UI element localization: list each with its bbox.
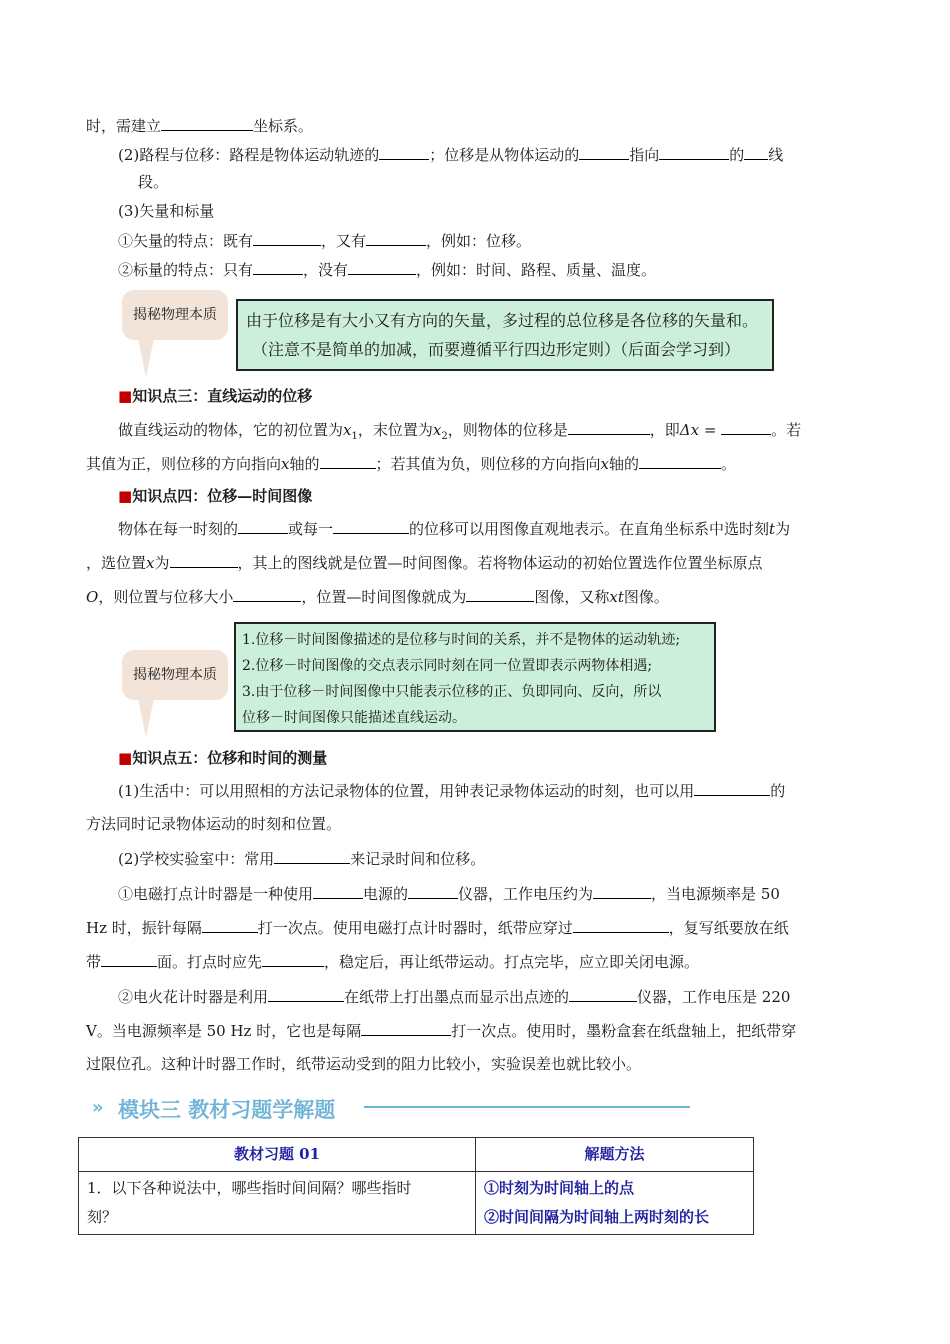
text-line: 过限位孔。这种计时器工作时，纸带运动受到的阻力比较小，实验误差也就比较小。 xyxy=(86,1055,642,1073)
text-line: 做直线运动的物体，它的初位置为$x_1$，末位置为$x_2$，则物体的位移是 ，即Δx = 。若 xyxy=(118,421,802,442)
callout-tag: 揭秘物理本质 xyxy=(122,290,228,340)
text-line: ②标量的特点：只有 ，没有 ，例如：时间、路程、质量、温度。 xyxy=(118,261,657,279)
blank xyxy=(202,917,258,933)
square-bullet-icon: ■ xyxy=(118,487,133,505)
insight-line: 位移－时间图像只能描述直线运动。 xyxy=(242,710,466,726)
insight-line: （注意不是简单的加减，而要遵循平行四边形定则）（后面会学习到） xyxy=(252,340,741,359)
blank xyxy=(466,586,534,602)
blank xyxy=(659,144,729,160)
blank xyxy=(573,917,669,933)
text-line: V。当电源频率是 50 Hz 时，它也是每隔 打一次点。使用时，墨粉盒套在纸盘轴上，把纸带穿 xyxy=(86,1022,797,1040)
exercise-table xyxy=(78,1137,754,1235)
callout-tag: 揭秘物理本质 xyxy=(122,650,228,700)
divider xyxy=(364,1106,690,1108)
double-chevron-icon: » xyxy=(92,1097,104,1118)
blank xyxy=(333,518,409,534)
text-line: 物体在每一时刻的 或每一 的位移可以用图像直观地表示。在直角坐标系中选时刻t为 xyxy=(118,520,791,538)
blank xyxy=(379,144,429,160)
table-row xyxy=(79,1138,754,1172)
blank xyxy=(253,230,321,246)
section-heading: ■知识点五：位移和时间的测量 xyxy=(118,749,328,767)
text-line: (2)学校实验室中：常用 来记录时间和位移。 xyxy=(118,850,486,868)
insight-line: 2.位移－时间图像的交点表示同时刻在同一位置即表示两物体相遇; xyxy=(242,658,653,674)
text-line: ①电磁打点计时器是一种使用 电源的 仪器，工作电压约为 ，当电源频率是 50 xyxy=(118,885,780,903)
text-line: (1)生活中：可以用照相的方法记录物体的位置，用钟表记录物体运动的时刻，也可以用 的 xyxy=(118,782,786,800)
method-item: ②时间间隔为时间轴上两时刻的长 xyxy=(484,1208,710,1226)
insight-line: 1.位移－时间图像描述的是位移与时间的关系，并不是物体的运动轨迹; xyxy=(242,632,681,648)
module-title: 模块三 教材习题学解题 xyxy=(118,1098,336,1122)
blank xyxy=(274,848,350,864)
callout-tail xyxy=(138,698,154,738)
blank xyxy=(101,951,157,967)
blank xyxy=(320,453,376,469)
blank xyxy=(170,552,238,568)
section-heading: ■知识点四：位移—时间图像 xyxy=(118,487,313,505)
blank xyxy=(238,518,288,534)
blank xyxy=(694,780,770,796)
text-line: Hz 时，振针每隔 打一次点。使用电磁打点计时器时，纸带应穿过 ，复写纸要放在纸 xyxy=(86,919,789,937)
blank xyxy=(361,1020,451,1036)
method-item: ①时刻为时间轴上的点 xyxy=(484,1179,635,1197)
text-line: ①矢量的特点：既有 ，又有 ，例如：位移。 xyxy=(118,232,532,250)
blank xyxy=(262,951,324,967)
blank xyxy=(313,883,363,899)
blank xyxy=(579,144,629,160)
section-heading: ■知识点三：直线运动的位移 xyxy=(118,387,313,405)
text-line: (3)矢量和标量 xyxy=(118,202,215,220)
blank xyxy=(593,883,651,899)
method-cell xyxy=(476,1172,754,1235)
blank xyxy=(744,144,768,160)
text-line: ②电火花计时器是利用 在纸带上打出墨点而显示出点迹的 仪器，工作电压是 220 xyxy=(118,988,791,1006)
insight-line: 3.由于位移－时间图像中只能表示位移的正、负即同向、反向，所以 xyxy=(242,684,662,700)
text-line: O，则位置与位移大小 ，位置—时间图像就成为 图像，又称xt图像。 xyxy=(86,588,669,606)
insight-box xyxy=(236,299,774,371)
blank xyxy=(253,259,303,275)
blank xyxy=(721,419,771,435)
blank xyxy=(639,453,721,469)
text-line: (2)路程与位移：路程是物体运动轨迹的 ；位移是从物体运动的 指向 的 线 xyxy=(118,146,784,164)
insight-box xyxy=(234,622,716,732)
blank xyxy=(268,986,344,1002)
text-line: 方法同时记录物体运动的时刻和位置。 xyxy=(86,815,342,833)
question-cell xyxy=(79,1172,476,1235)
square-bullet-icon: ■ xyxy=(118,387,133,405)
question-line: 1．以下各种说法中，哪些指时间间隔？哪些指时 xyxy=(87,1179,412,1197)
table-header: 教材习题 01 xyxy=(79,1138,476,1172)
blank xyxy=(161,115,253,131)
blank xyxy=(568,419,650,435)
text-line: 时，需建立 坐标系。 xyxy=(86,117,314,135)
blank xyxy=(348,259,416,275)
blank xyxy=(569,986,637,1002)
blank xyxy=(408,883,458,899)
blank xyxy=(366,230,426,246)
table-header: 解题方法 xyxy=(476,1138,754,1172)
blank xyxy=(233,586,301,602)
insight-line: 由于位移是有大小又有方向的矢量，多过程的总位移是各位移的矢量和。 xyxy=(246,311,759,330)
text-line: 段。 xyxy=(138,173,169,191)
text-line: 带 面。打点时应先 ，稳定后，再让纸带运动。打点完毕，应立即关闭电源。 xyxy=(86,953,700,971)
text-line: ，选位置x为 ，其上的图线就是位置—时间图像。若将物体运动的初始位置选作位置坐标原点 xyxy=(86,554,763,572)
text-line: 其值为正，则位移的方向指向x轴的 ；若其值为负，则位移的方向指向x轴的 。 xyxy=(86,455,737,473)
square-bullet-icon: ■ xyxy=(118,749,133,767)
question-line: 刻？ xyxy=(87,1208,118,1226)
table-row xyxy=(79,1172,754,1235)
callout-tail xyxy=(138,338,154,378)
